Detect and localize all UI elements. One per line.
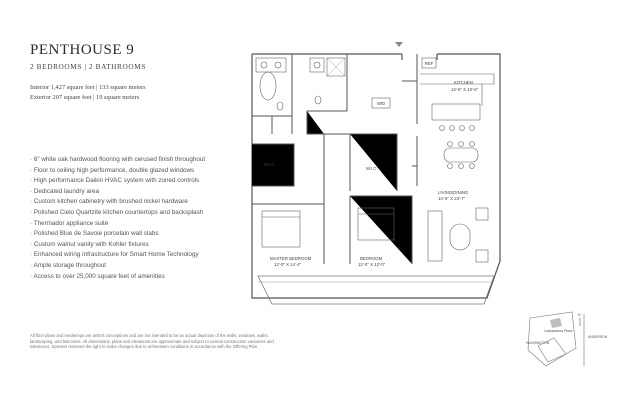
- feature-item: · Floor to ceiling high performance, double glazed windows: [30, 166, 205, 177]
- balcony: [258, 276, 494, 304]
- kitchen-dim: 13'-6" X 10'-6": [451, 87, 479, 92]
- toilet: [277, 102, 283, 110]
- feature-item: · Custom kitchen cabinetry with brushed nickel hardware: [30, 197, 205, 208]
- armchair: [476, 250, 488, 262]
- entry-arrow-icon: [395, 42, 403, 47]
- features-list: [30, 155, 205, 282]
- kitchen-label: KITCHEN: [454, 80, 473, 85]
- feature-item: · High performance Daikin HVAC system with zoned controls: [30, 176, 205, 187]
- vanity: [256, 58, 286, 72]
- kitchen-wall: [402, 54, 417, 124]
- sink-bowl: [275, 62, 281, 68]
- feature-item: · 6" white oak hardwood flooring with cerused finish throughout: [30, 155, 205, 166]
- north-label: N: [578, 313, 581, 317]
- kitchen-island: [432, 104, 480, 120]
- feature-item: · Dedicated laundry area: [30, 187, 205, 198]
- feature-item: · Access to over 25,000 square feet of amenities: [30, 272, 205, 283]
- corridor-wall: [307, 111, 350, 134]
- vanity2: [310, 58, 324, 72]
- living-label: LIVING/DINING: [438, 190, 469, 195]
- street-label: WASHINGTON: [526, 341, 550, 345]
- exterior-area: Exterior 207 square feet | 19 square meters: [30, 94, 140, 101]
- sofa: [428, 211, 442, 261]
- wic2-wall: [350, 134, 397, 191]
- ref-label: REF: [424, 61, 434, 66]
- floor-plan: [232, 36, 522, 306]
- key-plan: [524, 308, 610, 370]
- feature-item: · Polished Blue de Savoie porcelain wall slabs: [30, 229, 205, 240]
- unit-subtitle: 2 BEDROOMS | 2 BATHROOMS: [30, 62, 147, 71]
- wd-label: W/D: [376, 101, 386, 106]
- feature-item: · Enhanced wiring infrastructure for Smart Home Technology: [30, 250, 205, 261]
- master-bed: [262, 211, 300, 247]
- bedroom-label: BEDROOM: [360, 256, 383, 261]
- living-wall: [412, 136, 417, 186]
- feature-item: · Thermador appliance suite: [30, 219, 205, 230]
- disclaimer: All floor plans and renderings are artist's conceptions and are not intended to be an actual depiction of the walls, windows, walks, landscaping, and balconies. All dimensions, plans and elevations are approximate and subject to normal construction variances and tolerances. Sponsor reserves the right to make changes due to unforeseen conditions in accordance with the Offering Plan.: [30, 333, 274, 350]
- living-dim: 14'-6" X 23'-7": [438, 196, 466, 201]
- bedroom-dim: 12'-0" X 13'-0": [358, 262, 386, 267]
- coffee-table: [450, 224, 470, 250]
- feature-item: · Polished Cielo Quartzite kitchen countertops and backsplash: [30, 208, 205, 219]
- sink-bowl: [261, 62, 267, 68]
- wic2-label: W.I.C.: [366, 166, 378, 171]
- master-label: MASTER BEDROOM: [270, 256, 312, 261]
- bathtub: [260, 72, 276, 100]
- interior-area: Interior 1,427 square feet | 133 square meters: [30, 84, 146, 91]
- site-highlight: [550, 318, 562, 328]
- dining-table: [444, 148, 478, 162]
- armchair: [476, 208, 488, 220]
- street-label: Lackawanna Plaza: [544, 329, 573, 333]
- street-label: ANDERSON: [588, 335, 608, 339]
- entry-wall: [402, 54, 437, 60]
- unit-title: PENTHOUSE 9: [30, 42, 135, 58]
- feature-item: · Custom walnut vanity with Kohler fixtures: [30, 240, 205, 251]
- wic1-label: W.I.C.: [264, 162, 276, 167]
- feature-item: · Ample storage throughout: [30, 261, 205, 272]
- master-dim: 12'-0" X 14'-4": [274, 262, 302, 267]
- bedroom-wall: [350, 196, 412, 264]
